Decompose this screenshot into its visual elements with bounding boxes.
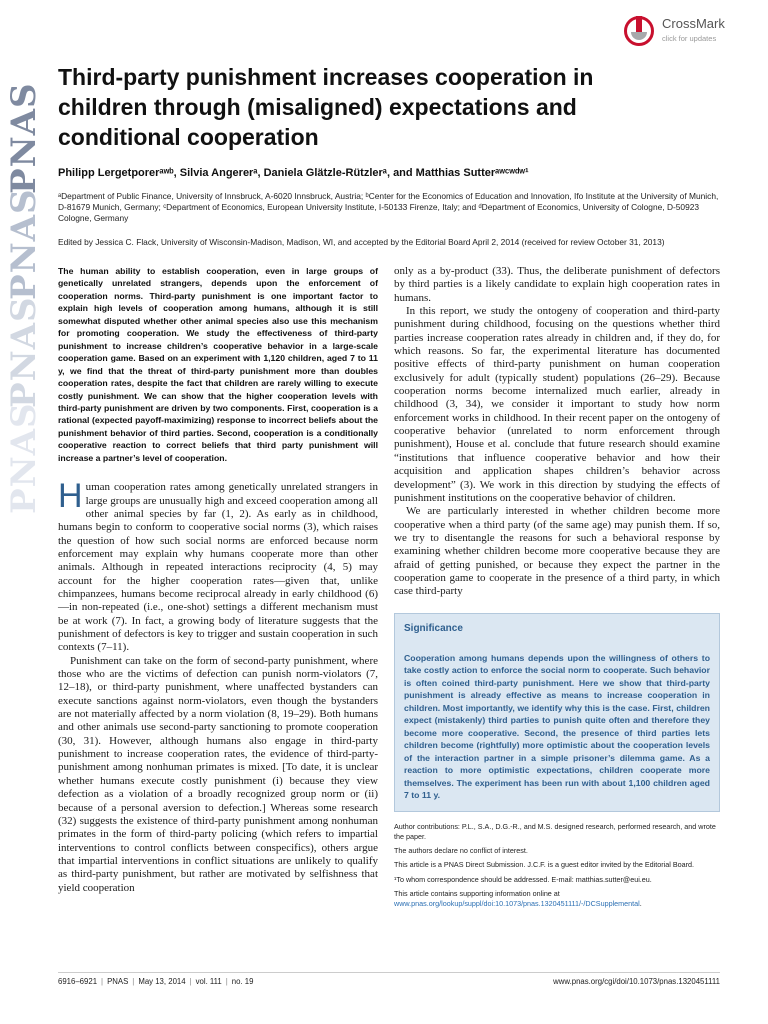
significance-title: Significance xyxy=(404,622,463,634)
footer-separator: | xyxy=(225,977,228,986)
correspondence-note: ¹To whom correspondence should be addressed. E-mail: matthias.sutter@eui.eu. xyxy=(394,874,652,884)
significance-box xyxy=(394,613,720,812)
conflict-statement: The authors declare no conflict of interest. xyxy=(394,846,528,856)
watermark-text: PNAS xyxy=(4,188,44,300)
crossmark-badge[interactable] xyxy=(624,14,754,48)
crossmark-label: CrossMark xyxy=(662,16,725,31)
pnas-watermark xyxy=(0,82,44,540)
author-contributions: Author contributions: P.L., S.A., D.G.-R., and M.S. designed research, performed research, and wrote the paper. xyxy=(394,821,716,841)
body-paragraph: Punishment can take on the form of second-party punishment, where those who are the victims of defection can punish norm-violators (7, 12–18), or third-party punishment, where unaffected bystanders can execute sanctions against norm-violators, even though the bystanders are not materially affected by a norm violation (8, 19–29). Both humans and other animals use second-party sanctioning to promote cooperation (30, 31). However, although humans also engage in third-party punishment to increase cooperation rates, the evidence of third-party-punishment among nonhuman primates is mixed. [To date, it is unclear whether humans execute costly punishment (i) because they view defection as a violation of a broadly recognized group norm or (ii) because of a personal aversion to defection.] Whereas some research (32) suggests the existence of third-party punishment among nonhuman primates in the form of third-party policing (which refers to impartial interventions to control conflicts between conspecifics), others argue that impartial interventions in conflict situations are unlikely to qualify as third-party punishment, but rather are motivated by selfishness that yield cooperation xyxy=(58,654,378,894)
footer-rule xyxy=(58,972,720,973)
author-list: Philipp Lergetporerᵃʷᵇ, Silvia Angererᵃ, Daniela Glätzle-Rützlerᵃ, and Matthias Sutterᵃʷᶜʷᵈʷ¹ xyxy=(58,167,529,179)
footer-date: May 13, 2014 xyxy=(138,977,186,986)
supporting-info-suffix: . xyxy=(639,899,642,909)
abstract: The human ability to establish cooperation, even in large groups of genetically unrelated strangers, depends upon the enforcement of cooperation norms. Third-party punishment is one important factor to explain high levels of cooperation among humans, although it is still somewhat disputed whether other animal species also use this mechanism for promoting cooperation. We study the effectiveness of third-party punishment to increase children’s cooperative behavior in a large-scale cooperation game. Based on an experiment with 1,120 children, aged 7 to 11 y, we find that the threat of third-party punishment more than doubles cooperation rates, despite the fact that children are rarely willing to execute costly punishment. We can show that the higher cooperation levels with third-party punishment are driven by two components. First, cooperation is a rational (expected payoff-maximizing) response to incorrect beliefs about the punishment behavior of third parties. Second, cooperation is a conditionally cooperative reaction to correct beliefs that third party punishment will increase a partner’s level of cooperation. xyxy=(58,266,378,463)
footer-separator: | xyxy=(189,977,192,986)
footer-doi-link[interactable]: www.pnas.org/cgi/doi/10.1073/pnas.1320451111 xyxy=(553,977,720,986)
footer-separator: | xyxy=(101,977,104,986)
significance-text: Cooperation among humans depends upon the willingness of others to take costly action to enforce the social norm to cooperate. Such behavior is often coined third-party punishment. Here we show that third-party punishment is already effective as means to increase cooperation in children. Most importantly, we identify why this is the case. First, children expect (mistakenly) third parties to punish quite often and therefore they become more cooperative. Second, the presence of third parties lets children become (rightfully) more optimistic about the cooperation levels of the interaction partner in a simple prisoner’s dilemma game. As a reaction to more optimistic expectations, children cooperate more themselves. The experiment has been run with about 1,100 children aged 7 to 11 y. xyxy=(404,652,710,801)
right-body xyxy=(394,265,720,599)
supporting-info-link[interactable]: www.pnas.org/lookup/suppl/doi:10.1073/pnas.1320451111/-/DCSupplemental xyxy=(394,899,640,909)
article-title: Third-party punishment increases cooperation in children through (misaligned) expectations and conditional cooperation xyxy=(58,64,594,150)
body-paragraph: We are particularly interested in whether children become more cooperative when a third party (of the same age) may punish them. If so, we try to disentangle the reasons for such a behavioral response by examining whether children become more cooperative because they are afraid of getting punished, or because they expect the partner in the cooperation game to cooperate in the presence of a third party, in which case third-party xyxy=(394,505,720,598)
introduction xyxy=(58,477,378,895)
drop-cap: H xyxy=(58,477,83,516)
footer-citation xyxy=(58,977,253,986)
supporting-info-note xyxy=(394,889,720,910)
body-paragraph: only as a by-product (33). Thus, the deliberate punishment of defectors by third parties is a likely candidate to explain high cooperation rates in humans. xyxy=(394,265,720,304)
watermark-text: PNAS xyxy=(4,296,44,408)
footer-issue: no. 19 xyxy=(231,977,254,986)
watermark-text: PNAS xyxy=(4,82,44,194)
crossmark-sublabel: click for updates xyxy=(662,34,717,43)
affiliations: ᵃDepartment of Public Finance, University of Innsbruck, A-6020 Innsbruck, Austria; ᵇCenter for the Economics of Education and Innovation, Ifo Institute at the University of Munich, D-81679 Munich, Germany; ᶜDepartment of Economics, European University Institute, I-50133 Firenze, Italy; and ᵈDepartment of Economics, University of Cologne, D-50923 Cologne, Germany xyxy=(58,191,719,223)
article-notes xyxy=(394,822,720,910)
footer-journal: PNAS xyxy=(107,977,129,986)
body-paragraph: In this report, we study the ontogeny of cooperation and third-party punishment during childhood, focusing on the questions whether third parties increase cooperation rates already in children and, if they do, for which reasons. So far, the experimental literature has documented positive effects of third-party punishment on human cooperation exclusively for adult (typically student) populations (26–29). Because cooperation norms become internalized much earlier, already in childhood (3, 34), we consider it important to study how norm enforcement works in childhood. In their recent paper on the ontogeny of cooperative behavior (unrelated to norm enforcement through punishment), House et al. conclude that future research should examine “institutions that influence cooperative behavior and how their acquisition and application shapes children’s behavior across development” (3). We work in this direction by studying the effects of punishment institutions on the cooperative behavior of children. xyxy=(394,305,720,504)
watermark-text: PNAS xyxy=(4,402,44,514)
footer-pages: 6916–6921 xyxy=(58,977,98,986)
edited-by: Edited by Jessica C. Flack, University of Wisconsin-Madison, Madison, WI, and accepted by the Editorial Board April 2, 2014 (received for review October 31, 2013) xyxy=(58,237,665,247)
supporting-info-prefix: This article contains supporting information online at xyxy=(394,889,560,899)
footer-volume: vol. 111 xyxy=(195,977,222,986)
right-column xyxy=(394,265,720,914)
intro-paragraph-text: uman cooperation rates among genetically unrelated strangers in large groups are unusually high and exceed cooperation among all other animal species by far (1, 2). As early as in childhood, humans begin to conform to cooperative social norms (3), which raises the question of how such social norms are enforced because norm enforcement may explain why humans cooperate more than other animals. Although in repeated interactions reciprocity (4, 5) may account for the higher cooperation rates—given that, unlike chimpanzees, humans become reciprocal already in early childhood (6)—in non-repeated (i.e., one-shot) settings a different mechanism must be at work (7). In fact, a growing body of literature suggests that the punishment of defectors is key to trigger and sustain cooperation in such contexts (7–11). xyxy=(58,481,378,654)
intro-paragraph xyxy=(58,477,378,654)
footer-separator: | xyxy=(132,977,135,986)
left-column xyxy=(58,265,378,895)
crossmark-icon xyxy=(624,16,654,46)
submission-note: This article is a PNAS Direct Submission. J.C.F. is a guest editor invited by the Editorial Board. xyxy=(394,860,694,870)
